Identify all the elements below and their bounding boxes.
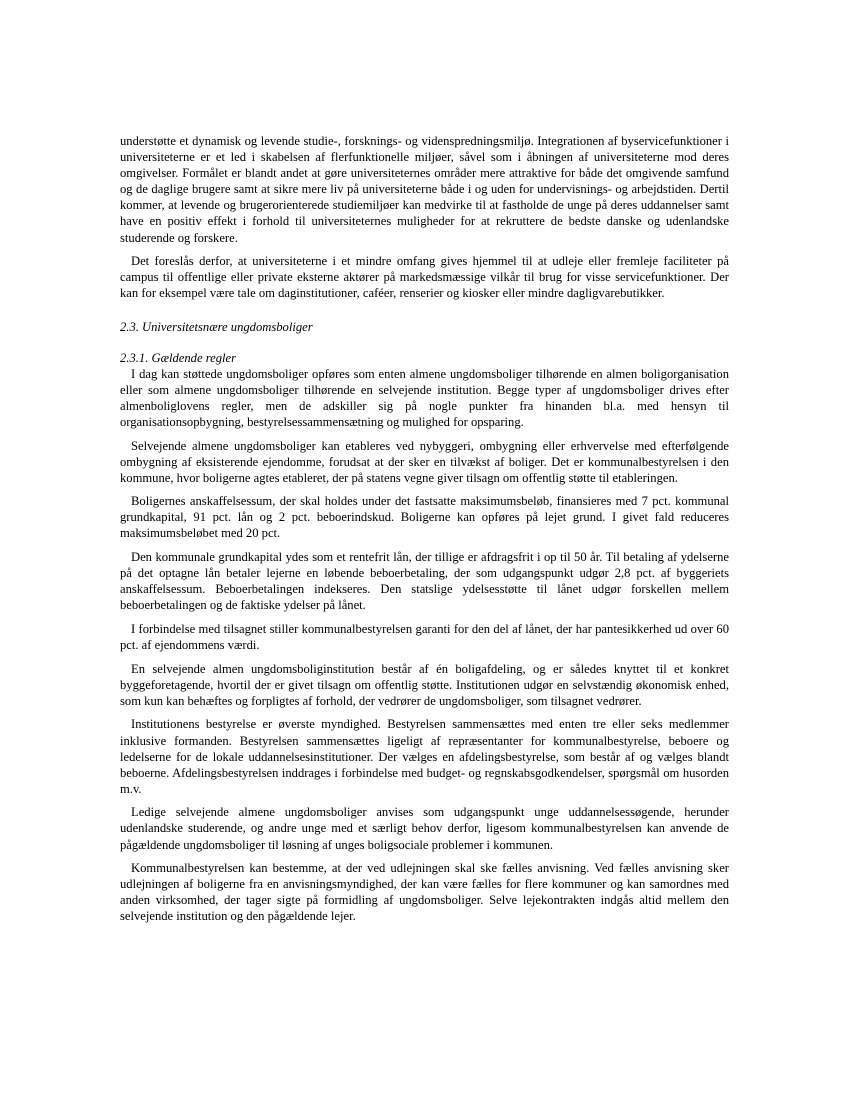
paragraph: Selvejende almene ungdomsboliger kan etableres ved nybyggeri, ombygning eller erhvervelse med efterfølgende ombygning af eksisterende ejendomme, forudsat at der sker en tilvækst af boliger. Det er kommunalbestyrelsen i den kommune, hvor boligerne agtes etableret, der på statens vegne giver tilsagn om offentlig støtte til etableringen. (120, 438, 729, 485)
paragraph: Kommunalbestyrelsen kan bestemme, at der ved udlejningen skal ske fælles anvisning. Ved fælles anvisning sker udlejningen af boligerne fra en anvisningsmyndighed, der kan være fælles for flere kommuner og kan samordnes med anden virksomhed, der tager sigte på formidling af ungdomsboliger. Selve lejekontrakten indgås altid mellem den selvejende institution og den pågældende lejer. (120, 861, 729, 924)
paragraph-continued: understøtte et dynamisk og levende studie-, forsknings- og videnspredningsmiljø. Integrationen af byservicefunktioner i universiteterne er et led i skabelsen af flerfunktionelle miljøer, såvel som i åbningen af universiteterne mod deres omgivelser. Formålet er blandt andet at gøre universiteternes områder mere attraktive for både det omgivende samfund og de daglige brugere samt at sikre mere liv på universiteterne både i og uden for undervisnings- og arbejdstiden. Dertil kommer, at levende og brugerorienterede studiemiljøer kan medvirke til at fastholde de unge på deres uddannelser samt have en positiv effekt i forhold til universiteternes muligheder for at rekruttere de bedste danske og udenlandske studerende og forskere. (120, 134, 729, 245)
document-body (120, 133, 729, 925)
paragraph: Det foreslås derfor, at universiteterne i et mindre omfang gives hjemmel til at udleje eller fremleje faciliteter på campus til offentlige eller private eksterne aktører på markedsmæssige vilkår til brug for visse servicefunktioner. Der kan for eksempel være tale om daginstitutioner, caféer, renserier og kiosker eller mindre dagligvarebutikker. (120, 254, 729, 301)
paragraph: I forbindelse med tilsagnet stiller kommunalbestyrelsen garanti for den del af lånet, der har pantesikkerhed ud over 60 pct. af ejendommens værdi. (120, 621, 729, 653)
subsection-heading: 2.3.1. Gældende regler (120, 350, 237, 365)
paragraph: I dag kan støttede ungdomsboliger opføres som enten almene ungdomsboliger tilhørende en almen boligorganisation eller som almene ungdomsboliger tilhørende en selvejende institution. Begge typer af ungdomsboliger drives efter almenboliglovens regler, men de adskiller sig på nogle punkter fra hinanden bl.a. med hensyn til organisationsopbygning, bestyrelsessammensætning og mulighed for opsparing. (120, 366, 729, 429)
paragraph: Ledige selvejende almene ungdomsboliger anvises som udgangspunkt unge uddannelsessøgende, herunder udenlandske studerende, og andre unge med et særligt behov derfor, ligesom kommunalbestyrelsen kan anvende de pågældende ungdomsboliger til løsning af unges boligsociale problemer i kommunen. (120, 805, 729, 852)
paragraph: En selvejende almen ungdomsboliginstitution består af én boligafdeling, og er således knyttet til et konkret byggeforetagende, hvortil der er givet tilsagn om offentlig støtte. Institutionen udgør en selvstændig økonomisk enhed, som kun kan behæftes og forpligtes af forhold, der vedrører de ungdomsboliger, som tilsagnet vedrører. (120, 661, 729, 708)
section-heading: 2.3. Universitetsnære ungdomsboliger (120, 320, 313, 335)
paragraph: Institutionens bestyrelse er øverste myndighed. Bestyrelsen sammensættes med enten tre eller seks medlemmer inklusive formanden. Bestyrelsen sammensættes ligeligt af repræsentanter for kommunalbestyrelse, beboere og ledelserne for de lokale uddannelsesinstitutioner. Der vælges en afdelingsbestyrelse, som består af og vælges blandt beboerne. Afdelingsbestyrelsen inddrages i forbindelse med budget- og regnskabsgodkendelser, spørgsmål om husorden m.v. (120, 717, 729, 796)
paragraph: Den kommunale grundkapital ydes som et rentefrit lån, der tillige er afdragsfrit i op til 50 år. Til betaling af ydelserne på det optagne lån betaler lejerne en løbende beboerbetaling, der som udgangspunkt udgør 2,8 pct. af byggeriets anskaffelsessum. Beboerbetalingen indekseres. Den statslige ydelsesstøtte til lånet udgør forskellen mellem beboerbetalingen og de faktiske ydelser på lånet. (120, 550, 729, 613)
paragraph: Boligernes anskaffelsessum, der skal holdes under det fastsatte maksimumsbeløb, finansieres med 7 pct. kommunal grundkapital, 91 pct. lån og 2 pct. beboerindskud. Boligerne kan opføres på lejet grund. I givet fald reduceres maksimumsbeløbet med 20 pct. (120, 494, 729, 541)
